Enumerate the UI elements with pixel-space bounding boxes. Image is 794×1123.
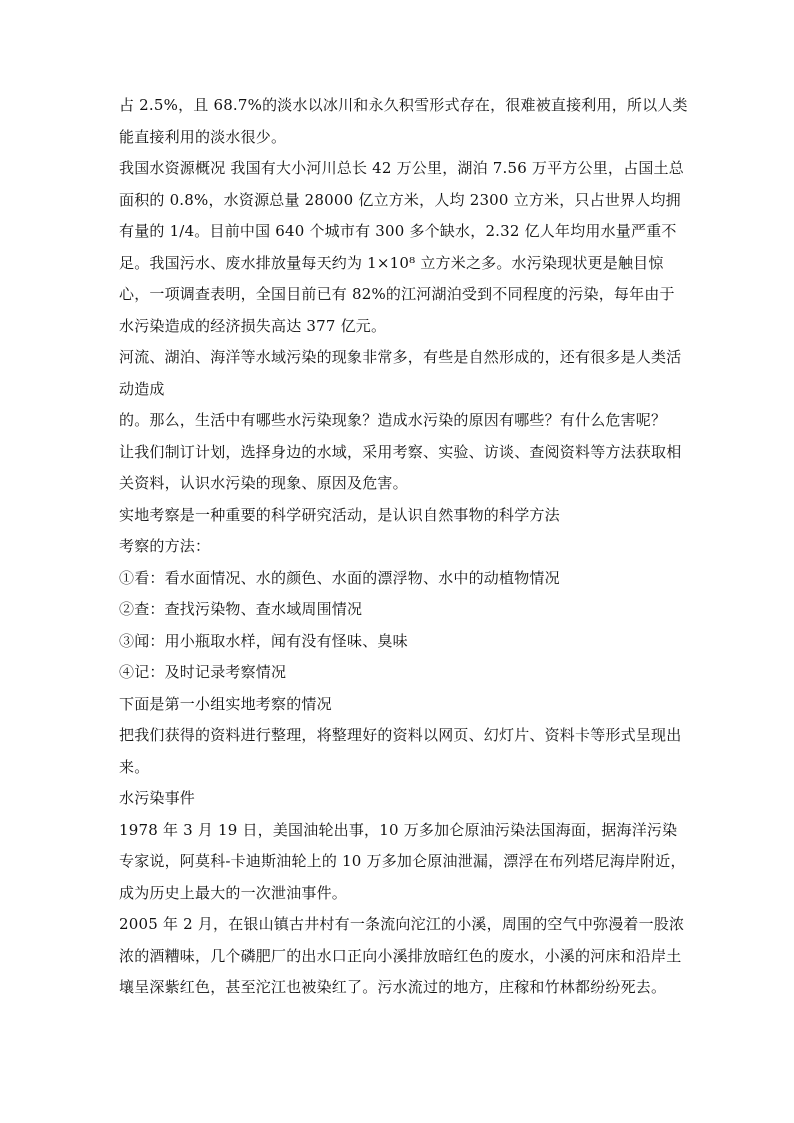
paragraph-pollution-causes: 河流、湖泊、海洋等水域污染的现象非常多，有些是自然形成的，还有很多是人类活动造成	[119, 348, 682, 398]
paragraph-freshwater: 占 2.5%，且 68.7%的淡水以冰川和永久积雪形式存在，很难被直接利用，所以人类能直接利用的淡水很少。	[119, 96, 688, 146]
section-heading-events: 水污染事件	[119, 789, 196, 807]
paragraph-event-1978: 1978 年 3 月 19 日，美国油轮出事，10 万多加仑原油污染法国海面，据海洋污染专家说，阿莫科-卡迪斯油轮上的 10 万多加仑原油泄漏，漂浮在布列塔尼海岸附近，成为历史上最大的一次泄油事件。	[119, 820, 686, 902]
paragraph-china-water-resources: 我国水资源概况 我国有大小河川总长 42 万公里，湖泊 7.56 万平方公里，占国土总面积的 0.8%，水资源总量 28000 亿立方米，人均 2300 立方米，只占世界人均拥有量的 1/4。目前中国 640 个城市有 300 多个缺水，2.32 亿人年均用水量严重不足。我国污水、废水排放量每天约为 1×10⁸ 立方米之多。水污染现状更是触目惊心，一项调查表明，全国目前已有 82%的江河湖泊受到不同程度的污染，每年由于水污染造成的经济损失高达 377 亿元。	[119, 159, 684, 335]
list-item-check: ②查：查找污染物、查水域周围情况	[119, 600, 363, 618]
paragraph-organize: 把我们获得的资料进行整理，将整理好的资料以网页、幻灯片、资料卡等形式呈现出来。	[119, 726, 682, 776]
paragraph-methods-heading: 考察的方法：	[119, 537, 211, 555]
paragraph-pollution-questions: 的。那么，生活中有哪些水污染现象？造成水污染的原因有哪些？有什么危害呢？	[119, 411, 667, 429]
list-item-look: ①看：看水面情况、水的颜色、水面的漂浮物、水中的动植物情况	[119, 568, 560, 587]
document-body	[119, 90, 689, 1004]
list-item-record: ④记：及时记录考察情况	[119, 663, 287, 681]
paragraph-plan: 让我们制订计划，选择身边的水域，采用考察、实验、访谈、查阅资料等方法获取相关资料，认识水污染的现象、原因及危害。	[119, 442, 682, 492]
paragraph-field-survey: 实地考察是一种重要的科学研究活动，是认识自然事物的科学方法	[119, 505, 560, 524]
list-item-smell: ③闻：用小瓶取水样，闻有没有怪味、臭味	[119, 631, 408, 650]
paragraph-event-2005: 2005 年 2 月，在银山镇古井村有一条流向沱江的小溪，周围的空气中弥漫着一股浓浓的酒糟味，几个磷肥厂的出水口正向小溪排放暗红色的废水，小溪的河床和沿岸土壤呈深紫红色，甚至沱江也被染红了。污水流过的地方，庄稼和竹林都纷纷死去。	[119, 915, 685, 996]
paragraph-group-one: 下面是第一小组实地考察的情况	[119, 694, 332, 713]
